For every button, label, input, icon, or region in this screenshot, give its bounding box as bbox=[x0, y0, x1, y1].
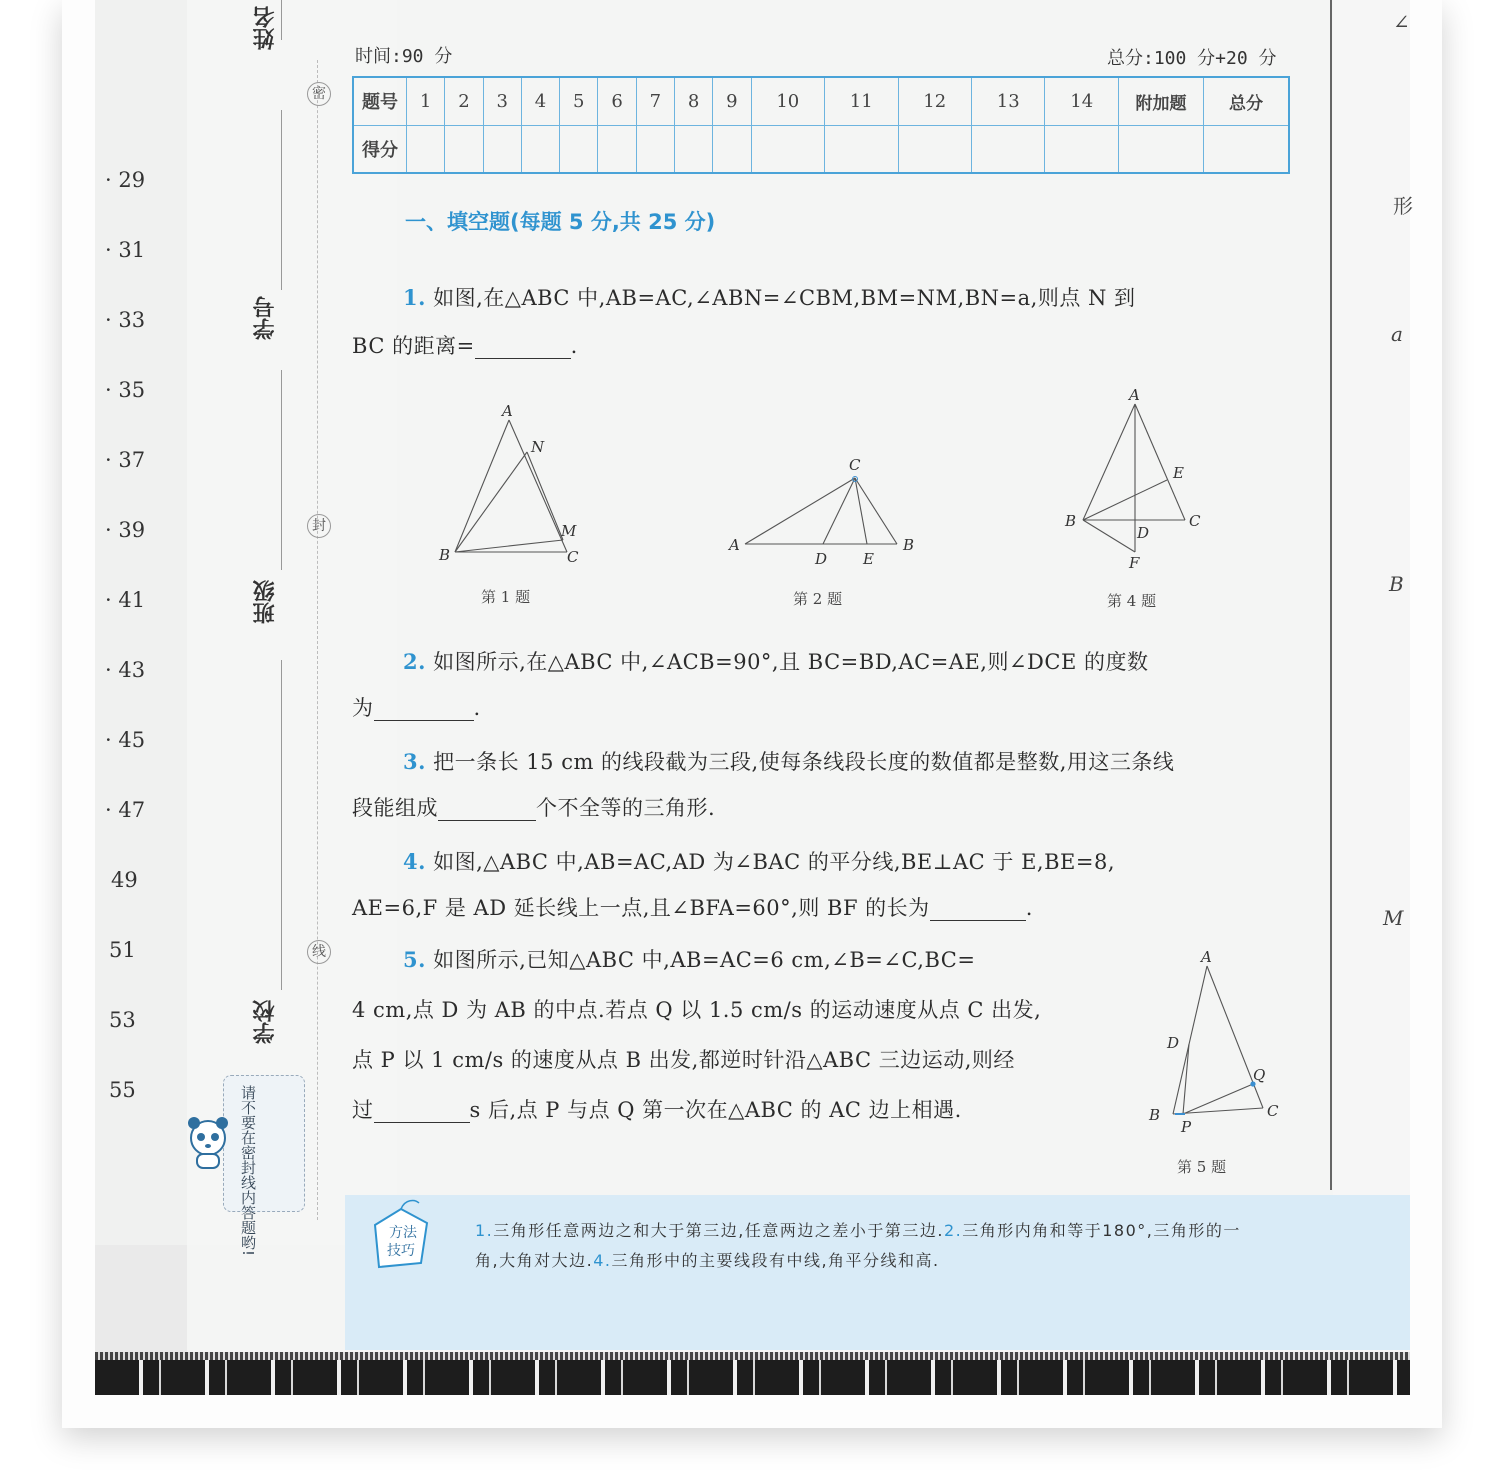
score-cell[interactable] bbox=[521, 125, 559, 173]
question-3-line-2 bbox=[352, 792, 715, 822]
question-1-line-1 bbox=[403, 282, 1136, 312]
method-text: 角,大角对大边. bbox=[475, 1251, 594, 1270]
table-cell: 14 bbox=[1045, 77, 1119, 125]
seal-mi: 密 bbox=[307, 82, 331, 106]
figure-label: A bbox=[1201, 948, 1212, 966]
exam-total-score: 总分:100 分+20 分 bbox=[1107, 48, 1277, 69]
score-cell[interactable] bbox=[636, 125, 674, 173]
badge-text: 技巧 bbox=[387, 1243, 415, 1259]
table-cell: 11 bbox=[825, 77, 898, 125]
score-cell[interactable] bbox=[898, 125, 971, 173]
question-text: 如图所示,在△ABC 中,∠ACB=90°,且 BC=BD,AC=AE,则∠DCE 的度数 bbox=[433, 650, 1149, 674]
next-page-char: a bbox=[1391, 322, 1403, 346]
table-row bbox=[353, 77, 1289, 125]
seal-xian: 线 bbox=[307, 940, 331, 964]
page-right-border bbox=[1330, 0, 1332, 1190]
figure-1-caption: 第 1 题 bbox=[481, 588, 531, 606]
question-text: 点 P 以 1 cm/s 的速度从点 B 出发,都逆时针沿△ABC 三边运动,则经 bbox=[352, 1048, 1015, 1072]
figure-label: B bbox=[903, 536, 915, 554]
toc-number: · 39 bbox=[105, 518, 146, 542]
method-text: 三角形内角和等于180°,三角形的一 bbox=[962, 1221, 1241, 1240]
question-text: 如图所示,已知△ABC 中,AB=AC=6 cm,∠B=∠C,BC= bbox=[433, 948, 976, 972]
question-number-header: 题号 bbox=[353, 77, 407, 125]
toc-number: · 37 bbox=[105, 448, 146, 472]
table-cell: 6 bbox=[598, 77, 636, 125]
score-cell[interactable] bbox=[751, 125, 824, 173]
figure-2 bbox=[725, 452, 925, 572]
answer-blank[interactable] bbox=[475, 334, 571, 359]
figure-4 bbox=[1063, 384, 1213, 574]
question-text: s 后,点 P 与点 Q 第一次在△ABC 的 AC 边上相遇. bbox=[469, 1098, 962, 1122]
question-text: . bbox=[473, 696, 481, 720]
toc-number: · 35 bbox=[105, 378, 146, 402]
table-cell: 12 bbox=[898, 77, 971, 125]
score-cell[interactable] bbox=[971, 125, 1044, 173]
figure-5-caption: 第 5 题 bbox=[1177, 1158, 1227, 1176]
question-4-line-2 bbox=[352, 892, 1033, 922]
method-number: 2. bbox=[943, 1221, 963, 1240]
figure-label: D bbox=[1137, 524, 1150, 542]
document-page bbox=[95, 0, 1413, 1395]
score-row-header: 得分 bbox=[353, 125, 407, 173]
table-cell: 9 bbox=[713, 77, 751, 125]
question-text: BC 的距离= bbox=[352, 334, 475, 358]
class-label: 班级 bbox=[253, 580, 278, 624]
section-title: 一、填空题(每题 5 分,共 25 分) bbox=[405, 210, 716, 234]
score-cell[interactable] bbox=[483, 125, 521, 173]
score-cell[interactable] bbox=[407, 125, 445, 173]
question-number: 3. bbox=[403, 749, 426, 774]
toc-number: 51 bbox=[109, 938, 136, 962]
toc-number: · 29 bbox=[105, 168, 146, 192]
figure-label: C bbox=[1267, 1102, 1279, 1120]
score-cell[interactable] bbox=[1204, 125, 1290, 173]
figure-label: E bbox=[863, 550, 874, 568]
table-cell: 13 bbox=[971, 77, 1044, 125]
figure-label: A bbox=[1129, 386, 1140, 404]
score-cell[interactable] bbox=[1045, 125, 1119, 173]
question-4-line-1 bbox=[403, 846, 1115, 876]
method-text: 三角形任意两边之和大于第三边,任意两边之差小于第三边. bbox=[493, 1221, 944, 1240]
figure-label: E bbox=[1173, 464, 1184, 482]
total-score-header: 总分 bbox=[1204, 77, 1290, 125]
question-number: 4. bbox=[403, 849, 426, 874]
next-page-char: B bbox=[1389, 572, 1404, 596]
score-cell[interactable] bbox=[598, 125, 636, 173]
method-text: 三角形中的主要线段有中线,角平分线和高. bbox=[611, 1251, 940, 1270]
question-number: 2. bbox=[403, 649, 426, 674]
question-text: 把一条长 15 cm 的线段截为三段,使每条线段长度的数值都是整数,用这三条线 bbox=[433, 750, 1175, 774]
figure-5 bbox=[1141, 944, 1291, 1144]
seal-feng: 封 bbox=[307, 514, 331, 538]
score-cell[interactable] bbox=[1119, 125, 1204, 173]
figure-label: C bbox=[849, 456, 861, 474]
toc-number: · 41 bbox=[105, 588, 146, 612]
figure-label: D bbox=[1167, 1034, 1180, 1052]
question-text: 个不全等的三角形. bbox=[536, 796, 716, 820]
figure-label: N bbox=[531, 438, 545, 456]
figure-label: A bbox=[729, 536, 740, 554]
next-page-char: 形 bbox=[1393, 194, 1413, 218]
toc-number: · 47 bbox=[105, 798, 146, 822]
table-cell: 3 bbox=[483, 77, 521, 125]
table-cell: 8 bbox=[674, 77, 712, 125]
question-5-line-2 bbox=[352, 994, 1041, 1024]
next-page-char: ∠ bbox=[1393, 10, 1410, 34]
question-1-line-2 bbox=[352, 330, 578, 360]
question-3-line-1 bbox=[403, 746, 1174, 776]
table-cell: 5 bbox=[560, 77, 598, 125]
toc-number: · 31 bbox=[105, 238, 146, 262]
score-table bbox=[352, 76, 1290, 174]
question-5-line-3 bbox=[352, 1044, 1015, 1074]
next-page-char: M bbox=[1383, 906, 1404, 930]
score-cell[interactable] bbox=[560, 125, 598, 173]
question-text: 为 bbox=[352, 696, 374, 720]
student-id-label: 学号 bbox=[253, 296, 278, 340]
table-cell: 7 bbox=[636, 77, 674, 125]
answer-blank[interactable] bbox=[374, 696, 474, 721]
method-line-1 bbox=[475, 1218, 1241, 1241]
table-cell: 2 bbox=[445, 77, 483, 125]
question-text: 如图,在△ABC 中,AB=AC,∠ABN=∠CBM,BM=NM,BN=a,则点 N 到 bbox=[433, 286, 1136, 310]
table-cell: 10 bbox=[751, 77, 824, 125]
question-number: 5. bbox=[403, 947, 426, 972]
figure-label: F bbox=[1129, 554, 1140, 572]
figure-label: M bbox=[561, 522, 577, 540]
method-number: 1. bbox=[475, 1221, 494, 1240]
score-cell[interactable] bbox=[713, 125, 751, 173]
question-2-line-1 bbox=[403, 646, 1148, 676]
exam-time: 时间:90 分 bbox=[355, 46, 453, 67]
question-text: 4 cm,点 D 为 AB 的中点.若点 Q 以 1.5 cm/s 的运动速度从点 C 出发, bbox=[352, 998, 1042, 1022]
figure-label: A bbox=[502, 402, 513, 420]
figure-label: B bbox=[439, 546, 451, 564]
question-2-line-2 bbox=[352, 692, 481, 722]
score-cell[interactable] bbox=[674, 125, 712, 173]
figure-label: D bbox=[815, 550, 828, 568]
question-text: . bbox=[570, 334, 578, 358]
figure-label: B bbox=[1065, 512, 1077, 530]
tip-text: 请不要在密封线内答题哟! bbox=[239, 1085, 257, 1257]
school-label: 学校 bbox=[253, 1000, 278, 1044]
toc-number: 49 bbox=[111, 868, 138, 892]
background-fabric bbox=[95, 1352, 1410, 1395]
question-text: 段能组成 bbox=[352, 796, 438, 820]
toc-number: · 45 bbox=[105, 728, 146, 752]
question-text: AE=6,F 是 AD 延长线上一点,且∠BFA=60°,则 BF 的长为 bbox=[352, 896, 930, 920]
toc-number: · 33 bbox=[105, 308, 146, 332]
answer-blank[interactable] bbox=[438, 796, 536, 821]
table-cell: 1 bbox=[407, 77, 445, 125]
question-text: . bbox=[1025, 896, 1033, 920]
extra-question-header: 附加题 bbox=[1119, 77, 1204, 125]
toc-number: 53 bbox=[109, 1008, 136, 1032]
name-label: 姓名 bbox=[253, 6, 278, 50]
question-number: 1. bbox=[403, 285, 426, 310]
table-cell: 4 bbox=[521, 77, 559, 125]
method-number: 4. bbox=[593, 1251, 612, 1270]
method-badge-icon bbox=[361, 1195, 441, 1275]
toc-number: · 43 bbox=[105, 658, 146, 682]
answer-blank[interactable] bbox=[374, 1098, 470, 1123]
figure-label: Q bbox=[1253, 1066, 1266, 1084]
figure-2-caption: 第 2 题 bbox=[793, 590, 843, 608]
method-line-2 bbox=[475, 1248, 940, 1271]
badge-text: 方法 bbox=[389, 1225, 417, 1241]
next-page-strip bbox=[1333, 0, 1413, 1395]
toc-number: 55 bbox=[109, 1078, 136, 1102]
question-5-line-1 bbox=[403, 944, 975, 974]
question-text: 过 bbox=[352, 1098, 374, 1122]
question-text: 如图,△ABC 中,AB=AC,AD 为∠BAC 的平分线,BE⊥AC 于 E,BE=8, bbox=[433, 850, 1115, 874]
figure-label: P bbox=[1181, 1118, 1192, 1136]
score-cell[interactable] bbox=[825, 125, 898, 173]
figure-label: C bbox=[567, 548, 579, 566]
figure-label: C bbox=[1189, 512, 1201, 530]
answer-blank[interactable] bbox=[930, 896, 1026, 921]
table-row bbox=[353, 125, 1289, 173]
figure-1 bbox=[435, 400, 595, 570]
figure-label: B bbox=[1149, 1106, 1161, 1124]
score-cell[interactable] bbox=[445, 125, 483, 173]
figure-4-caption: 第 4 题 bbox=[1107, 592, 1157, 610]
question-5-line-4 bbox=[352, 1094, 962, 1124]
